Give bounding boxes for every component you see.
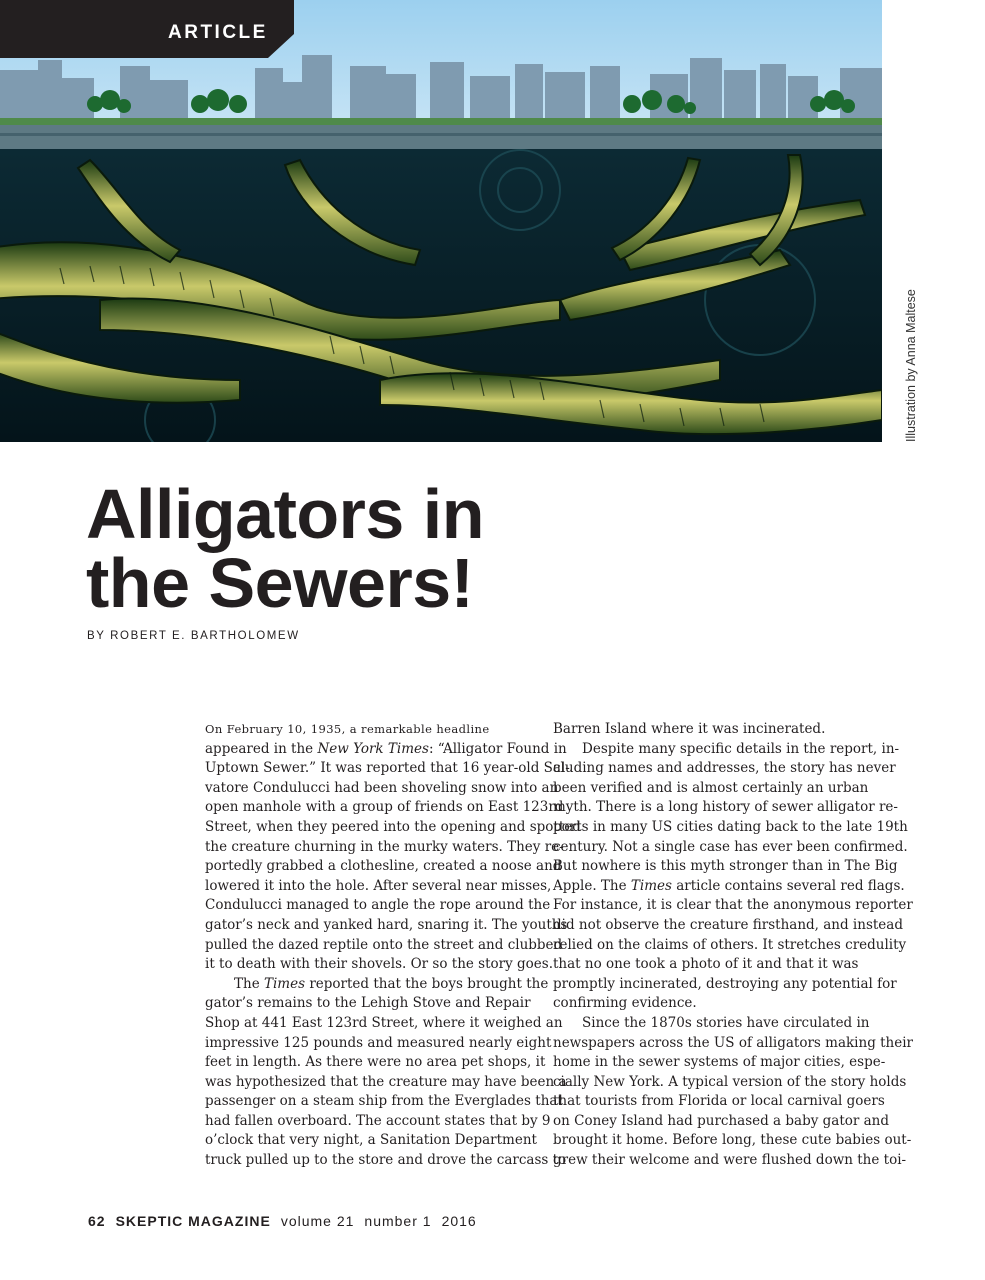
- issue-year: 2016: [441, 1213, 477, 1229]
- article-column-1: [205, 720, 581, 1171]
- text-run: article contains several red flags.: [671, 877, 905, 894]
- text-line: lowered it into the hole. After several near misses,: [205, 877, 552, 894]
- text-line: that no one took a photo of it and that it was: [553, 956, 859, 973]
- alligators-illustration: [0, 0, 882, 442]
- text-run: appeared in the: [205, 740, 318, 757]
- text-line: been verified and is almost certainly an urban: [553, 779, 869, 796]
- text-line: Barren Island where it was incinerated.: [553, 721, 826, 737]
- text-line: For instance, it is clear that the anonymous reporter: [553, 897, 913, 914]
- text-line: Uptown Sewer.” It was reported that 16 year-old Sal-: [205, 760, 570, 777]
- publication-name: Times: [263, 975, 306, 992]
- text-line: passenger on a steam ship from the Everglades that: [205, 1093, 563, 1110]
- text-line: portedly grabbed a clothesline, created a noose and: [205, 858, 562, 875]
- text-line: Street, when they peered into the opening and spotted: [205, 818, 581, 835]
- issue-number: number 1: [364, 1213, 432, 1229]
- text-line: it to death with their shovels. Or so the story goes.: [205, 956, 554, 973]
- text-run: reported that the boys brought the: [305, 975, 549, 992]
- article-column-2: [553, 720, 914, 1171]
- text-run: Apple. The: [553, 877, 631, 894]
- text-line: Since the 1870s stories have circulated in: [582, 1014, 870, 1031]
- text-line: promptly incinerated, destroying any potential for: [553, 975, 897, 992]
- text-line: Despite many specific details in the report, in-: [582, 740, 900, 757]
- text-line: [205, 720, 535, 740]
- text-line: cially New York. A typical version of the story holds: [553, 1073, 907, 1090]
- text-line: that tourists from Florida or local carnival goers: [553, 1093, 885, 1110]
- text-line: o’clock that very night, a Sanitation Department: [205, 1132, 537, 1149]
- text-line: confirming evidence.: [553, 995, 697, 1012]
- publication-name: Times: [630, 877, 672, 894]
- text-line: cluding names and addresses, the story has never: [553, 760, 896, 777]
- text-line: was hypothesized that the creature may have been a: [205, 1073, 567, 1090]
- byline: BY ROBERT E. BARTHOLOMEW: [87, 630, 300, 642]
- text-line: the creature churning in the murky waters. They re-: [205, 838, 564, 855]
- text-line: But nowhere is this myth stronger than in The Big: [553, 858, 898, 875]
- text-line: impressive 125 pounds and measured nearly eight: [205, 1034, 552, 1051]
- text-line: truck pulled up to the store and drove the carcass to: [205, 1152, 567, 1169]
- publication-name: New York Times: [317, 740, 429, 757]
- text-line: grew their welcome and were flushed down the toi-: [553, 1152, 907, 1169]
- text-line: [553, 877, 905, 897]
- text-line: pulled the dazed reptile onto the street and clubbed: [205, 936, 563, 953]
- text-run: The: [234, 975, 264, 992]
- text-line: relied on the claims of others. It stretches credulity: [553, 936, 907, 953]
- section-tab-label: ARTICLE: [168, 22, 268, 43]
- text-run: : “Alligator Found in: [428, 740, 567, 757]
- text-line: Condulucci managed to angle the rope around the: [205, 897, 551, 914]
- text-line: century. Not a single case has ever been confirmed.: [553, 838, 908, 855]
- text-line: feet in length. As there were no area pet shops, it: [205, 1054, 546, 1071]
- text-line: did not observe the creature firsthand, and instead: [553, 916, 903, 933]
- text-line: [205, 975, 549, 995]
- text-line: home in the sewer systems of major cities, espe-: [553, 1054, 886, 1071]
- title-line-2: the Sewers!: [86, 544, 474, 622]
- text-line: ports in many US cities dating back to the late 19th: [553, 818, 908, 835]
- text-line: Shop at 441 East 123rd Street, where it weighed an: [205, 1014, 563, 1031]
- article-title: [86, 475, 484, 622]
- section-tab: [0, 0, 294, 58]
- volume-label: volume 21: [280, 1213, 355, 1229]
- illustration-credit: Illustration by Anna Maltese: [904, 289, 918, 442]
- text-line: had fallen overboard. The account states that by 9: [205, 1112, 551, 1129]
- text-line: gator’s neck and yanked hard, snaring it. The youths: [205, 916, 568, 933]
- page-footer: [88, 1213, 477, 1229]
- magazine-name: SKEPTIC MAGAZINE: [115, 1213, 271, 1229]
- text-line: newspapers across the US of alligators making their: [553, 1034, 914, 1051]
- page-number: 62: [88, 1213, 106, 1229]
- text-line: gator’s remains to the Lehigh Stove and Repair: [205, 995, 531, 1012]
- text-line: [205, 740, 567, 760]
- lead-in-smallcaps: On February 10, 1935, a remarkable headline: [205, 722, 490, 736]
- text-line: brought it home. Before long, these cute babies out-: [553, 1132, 912, 1149]
- title-line-1: Alligators in: [86, 475, 484, 553]
- hero-illustration: [0, 0, 882, 442]
- text-line: open manhole with a group of friends on East 123rd: [205, 799, 564, 816]
- text-line: on Coney Island had purchased a baby gator and: [553, 1112, 890, 1129]
- text-line: vatore Condulucci had been shoveling snow into an: [205, 779, 559, 796]
- text-line: myth. There is a long history of sewer alligator re-: [553, 799, 898, 816]
